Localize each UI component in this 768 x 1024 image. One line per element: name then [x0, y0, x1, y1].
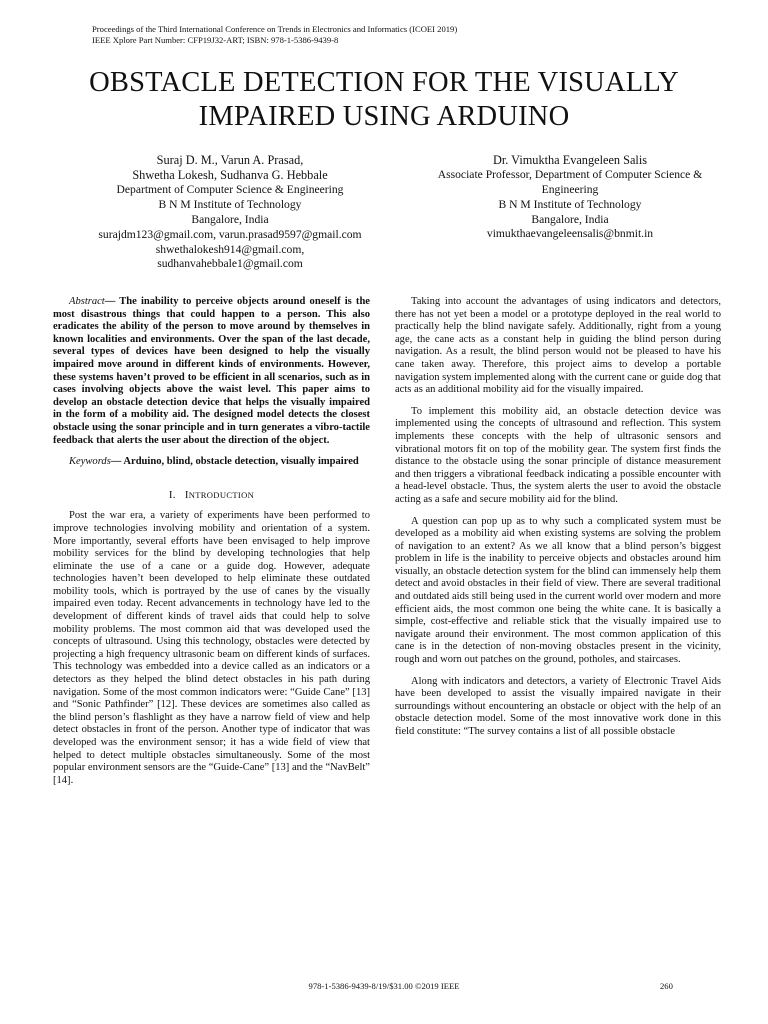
body-paragraph: To implement this mobility aid, an obstacle detection device was implemented using the concepts of ultrasound and reflection. This system implements these concepts with the help of ultrasonic sensors and vibrational motors fit on top of the mobility gear. The system first finds the distance to the obstacle using the sonar principle of distance measurement and then triggers a vibrational feedback indicating a possible encounter with a head-level obstacle. Thus, the system alerts the user to avoid the obstacle acting as a safe and secure mobility aid for the blind.: [395, 405, 721, 505]
body-paragraph: Along with indicators and detectors, a variety of Electronic Travel Aids have been developed to assist the visually impaired navigate in their surroundings without encountering an obstacle or object with the help of an obstacle detection model. Some of the most innovative work done in this field constitute: “The survey contains a list of all possible obstacle: [395, 675, 721, 737]
body-paragraph: Taking into account the advantages of using indicators and detectors, there has not yet been a model or a prototype deployed in the real world to practically help the blind navigate safely. Additionally, right from a young age, the cane acts as a constant help in guiding the blind person during navigation. As a result, the blind person would not be pleased to have his cane taken away. Therefore, this project aims to develop a portable navigation system implemented along with the current cane or guide dog that acts as an additional mobility aid for the visually impaired.: [395, 296, 721, 396]
author-city-right: Bangalore, India: [531, 212, 609, 226]
keywords-label: Keywords: [69, 456, 111, 468]
author-names-1: Suraj D. M., Varun A. Prasad,: [156, 153, 304, 167]
paper-title: [40, 66, 728, 134]
keywords-text: — Arduino, blind, obstacle detection, visually impaired: [110, 456, 359, 468]
author-city: Bangalore, India: [191, 213, 269, 226]
author-name-advisor: Dr. Vimuktha Evangeleen Salis: [492, 153, 648, 167]
author-block-right: [400, 153, 740, 242]
author-names-2: Shwetha Lokesh, Sudhanva G. Hebbale: [132, 168, 328, 183]
author-email-right: vimukthaevangeleensalis@bnmit.in: [486, 227, 654, 241]
section-heading-introduction: I. INTRODUCTION: [168, 488, 255, 501]
title-line-1: OBSTACLE DETECTION FOR THE VISUALLY: [89, 67, 679, 98]
author-email-1: surajdm123@gmail.com, varun.prasad9597@gmail.com: [98, 227, 362, 241]
author-institute: B N M Institute of Technology: [158, 198, 302, 212]
running-header: [92, 24, 457, 46]
abstract-paragraph: [53, 296, 370, 447]
body-paragraph: A question can pop up as to why such a complicated system must be developed as a mobility aid when existing systems are solving the problem of navigation to an extent? As we all know that a blind person’s biggest problem in life is the inability to perceive objects and obstacles around him visually, an obstacle detection system for the blind can immensely help them detect and avoid obstacles in their field of view. There are several traditional and outdated aids still being used in the current world over modern and more efficient aids, the most common one being the white cane. It is basically a simple, cost-effective and reliable stick that the visually impaired use to navigate around their environment. The most common application of this cane is in the detection of non-moving obstacles present in the vicinity, rough and worn out patches on the ground, potholes, and staircases.: [395, 515, 721, 666]
abstract-label: Abstract: [69, 296, 105, 307]
title-line-2: IMPAIRED USING ARDUINO: [198, 101, 570, 132]
header-line-isbn: IEEE Xplore Part Number: CFP19J32-ART; ISBN: 978-1-5386-9439-8: [92, 35, 339, 45]
right-column: [395, 296, 721, 739]
abstract-text: — The inability to perceive objects around oneself is the most disastrous things that could happen to a person. This also eradicates the ability of the person to move around by themselves in known localities and environments. Over the span of the last decade, several types of devices have been designed to help the visually impaired move around in different kinds of environments. However, these systems haven’t proved to be efficient in all scenarios, such as in cases involving objects above the waist level. This paper aims to develop an obstacle detection device that helps the visually impaired in the form of a mobility aid. The designed model detects the closest obstacle using the sonar principle and in turn generates a vibro-tactile feedback that alerts the user about the direction of the object.: [53, 296, 370, 446]
author-department: Department of Computer Science & Engineering: [116, 183, 344, 197]
author-role-2: Engineering: [541, 183, 599, 196]
author-role-1: Associate Professor, Department of Computer Science &: [437, 168, 703, 182]
author-block-left: [50, 153, 410, 272]
intro-paragraph: Post the war era, a variety of experiments have been performed to improve technologies involving mobility and orientation of a system. More importantly, several efforts have been envisaged to help improve mobility services for the blind by developing technologies that help eliminate the use of a cane or a guide dog. However, adequate technologies haven’t been developed to help eliminate these outdated mobility tools, which is portrayed by the use of canes by the visually impaired even today. Recent advancements in technology have led to the development of different kinds of travel aids that could help to solve mobility problems. The most common aid that was developed used the concepts of ultrasound. Using this technology, obstacles were detected by projecting a high frequency ultrasonic beam on different kinds of surfaces. This technology was embedded into a device called as an indicators or a detectors as they helped the blind detect obstacles in his path during navigation. Some of the most common indicators were: “Guide Cane” [13] and “Sonic Pathfinder” [12]. These devices are sometimes also called as the blind person’s flashlight as they have a narrow field of view and help detect obstacles in front of the person. Another type of indicator that was developed was the environment sensor; it has a wide field of view that helped to detect multiple obstacles simultaneously. Some of the most popular environment sensors are the “Guide-Cane” [13] and the “NavBelt” [14].: [53, 510, 370, 786]
author-institute-right: B N M Institute of Technology: [498, 197, 642, 211]
left-column: [53, 296, 370, 787]
footer-copyright: 978-1-5386-9439-8/19/$31.00 ©2019 IEEE: [308, 981, 460, 991]
page-number: 260: [660, 981, 673, 991]
author-email-2: shwethalokesh914@gmail.com,: [155, 242, 305, 256]
author-email-3: sudhanvahebbale1@gmail.com: [157, 257, 303, 271]
header-line-proceedings: Proceedings of the Third International Conference on Trends in Electronics and Informatics (ICOEI 2019): [92, 24, 458, 34]
keywords-paragraph: [53, 456, 370, 469]
